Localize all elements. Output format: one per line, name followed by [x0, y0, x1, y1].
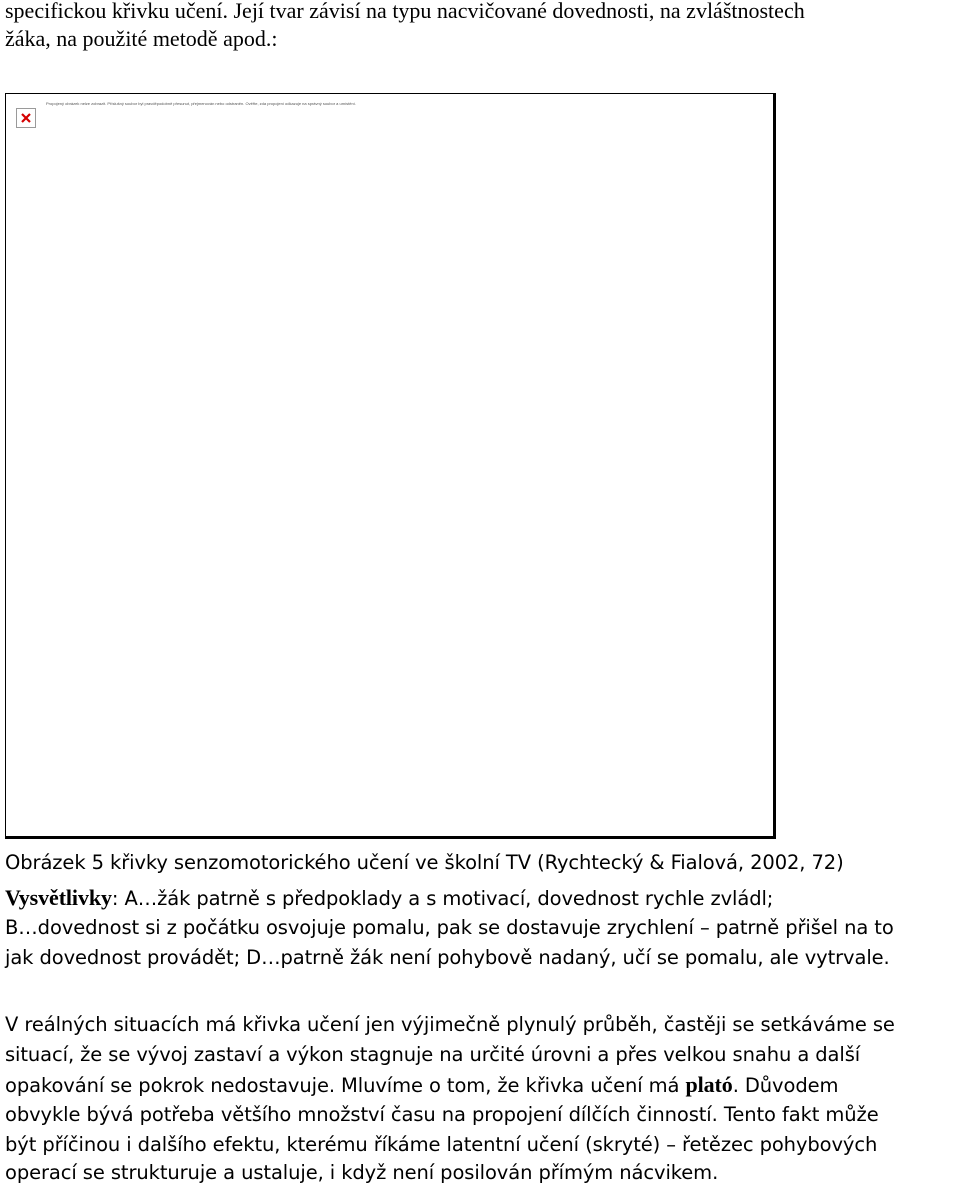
legend-label: Vysvětlivky	[5, 885, 112, 910]
broken-image-message: Propojený obrázek nelze zobrazit. Příslušný soubor byl pravděpodobně přesunut, přejmenován nebo odstraněn. Ověřte, zda propojení odkazuje na správný soubor a umístění.	[46, 101, 356, 106]
intro-line-2: žáka, na použité metodě apod.:	[5, 26, 278, 51]
figure-frame	[5, 93, 776, 839]
broken-image-icon	[16, 108, 36, 128]
legend-line-1	[5, 884, 773, 913]
legend-line-2: B…dovednost si z počátku osvojuje pomalu, pak se dostavuje zrychlení – patrně přišel na to	[5, 916, 894, 939]
paragraph-line-6: operací se strukturuje a ustaluje, i když není posilován přímým nácvikem.	[5, 1161, 719, 1184]
paragraph-line-3-a: opakování se pokrok nedostavuje. Mluvíme o tom, že křivka učení má	[5, 1074, 686, 1097]
paragraph-line-5: být příčinou i dalšího efektu, kterému říkáme latentní učení (skryté) – řetězec pohybových	[5, 1133, 878, 1156]
red-x-icon	[20, 112, 32, 124]
paragraph-line-3	[5, 1071, 838, 1100]
paragraph-line-3-b: . Důvodem	[732, 1074, 839, 1097]
plato-term: plató	[685, 1072, 733, 1097]
paragraph-line-1: V reálných situacích má křivka učení jen výjimečně plynulý průběh, častěji se setkáváme se	[5, 1013, 895, 1036]
paragraph-line-2: situací, že se vývoj zastaví a výkon stagnuje na určité úrovni a přes velkou snahu a další	[5, 1043, 861, 1066]
legend-line-3: jak dovednost provádět; D…patrně žák není pohybově nadaný, učí se pomalu, ale vytrvale.	[5, 946, 890, 969]
figure-caption: Obrázek 5 křivky senzomotorického učení ve školní TV (Rychtecký & Fialová, 2002, 72)	[5, 851, 844, 874]
paragraph-line-4: obvykle bývá potřeba většího množství času na propojení dílčích činností. Tento fakt může	[5, 1103, 879, 1126]
legend-line-1-text: : A…žák patrně s předpoklady a s motivací, dovednost rychle zvládl;	[111, 887, 774, 910]
intro-line-1: specifickou křivku učení. Její tvar závisí na typu nacvičované dovednosti, na zvláštnostech	[5, 0, 805, 23]
